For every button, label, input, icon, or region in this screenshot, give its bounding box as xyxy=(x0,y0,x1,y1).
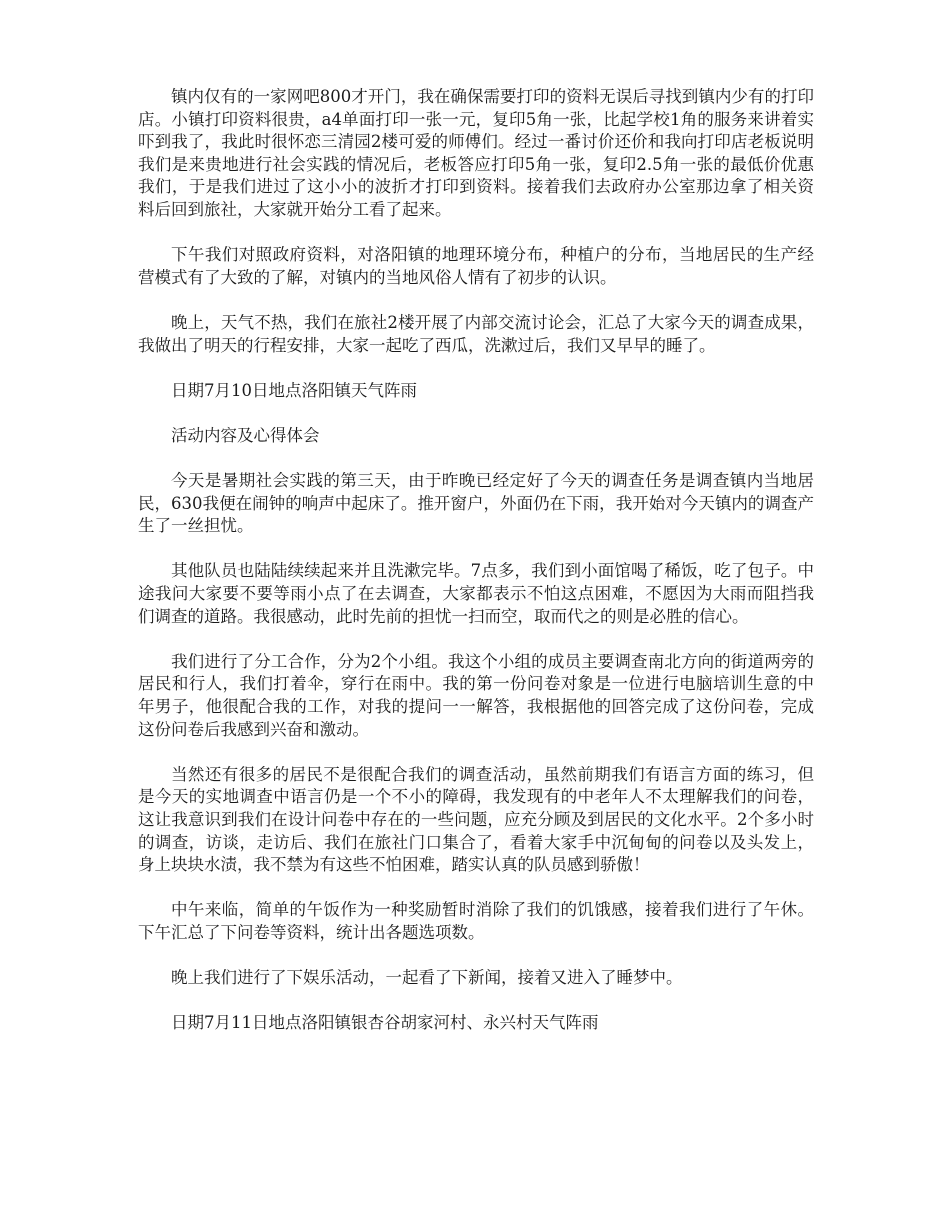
date-location-weather-line: 日期7月10日地点洛阳镇天气阵雨 xyxy=(171,380,417,400)
paragraph: 晚上我们进行了下娱乐活动，一起看了下新闻，接着又进入了睡梦中。 xyxy=(171,968,683,988)
section-heading: 活动内容及心得体会 xyxy=(171,425,320,445)
paragraph: 当然还有很多的居民不是很配合我们的调查活动，虽然前期我们有语言方面的练习，但是今天的实地调查中语言仍是一个不小的障碍，我发现有的中老年人不太理解我们的问卷，这让我意识到我们在设计问卷中存在的一些问题，应充分顾及到居民的文化水平。2个多小时的调查，访谈，走访后、我们在旅社门口集合了，看着大家手中沉甸甸的问卷以及头发上，身上块块水渍，我不禁为有这些不怕困难，踏实认真的队员感到骄傲！ xyxy=(138,764,814,875)
paragraph: 其他队员也陆陆续续起来并且洗漱完毕。7点多，我们到小面馆喝了稀饭，吃了包子。中途我问大家要不要等雨小点了在去调查，大家都表示不怕这点困难，不愿因为大雨而阻挡我们调查的道路。我很感动，此时先前的担忧一扫而空，取而代之的则是必胜的信心。 xyxy=(138,561,814,626)
paragraph: 镇内仅有的一家网吧800才开门，我在确保需要打印的资料无误后寻找到镇内少有的打印店。小镇打印资料很贵，a4单面打印一张一元，复印5角一张，比起学校1角的服务来讲着实吓到我了，我此时很怀恋三清园2楼可爱的师傅们。经过一番讨价还价和我向打印店老板说明我们是来贵地进行社会实践的情况后，老板答应打印5角一张，复印2.5角一张的最低价优惠我们，于是我们进过了这小小的波折才打印到资料。接着我们去政府办公室那边拿了相关资料后回到旅社，大家就开始分工看了起来。 xyxy=(138,87,814,219)
paragraph: 我们进行了分工合作，分为2个小组。我这个小组的成员主要调查南北方向的街道两旁的居民和行人，我们打着伞，穿行在雨中。我的第一份问卷对象是一位进行电脑培训生意的中年男子，他很配合我的工作，对我的提问一一解答，我根据他的回答完成了这份问卷，完成这份问卷后我感到兴奋和激动。 xyxy=(138,651,814,739)
paragraph: 今天是暑期社会实践的第三天，由于昨晚已经定好了今天的调查任务是调查镇内当地居民，630我便在闹钟的响声中起床了。推开窗户，外面仍在下雨，我开始对今天镇内的调查产生了一丝担忧。 xyxy=(138,471,814,536)
paragraph: 晚上，天气不热，我们在旅社2楼开展了内部交流讨论会，汇总了大家今天的调查成果，我做出了明天的行程安排，大家一起吃了西瓜，洗漱过后，我们又早早的睡了。 xyxy=(138,312,814,355)
paragraph: 下午我们对照政府资料，对洛阳镇的地理环境分布，种植户的分布，当地居民的生产经营模式有了大致的了解，对镇内的当地风俗人情有了初步的认识。 xyxy=(138,245,814,287)
paragraph: 中午来临，简单的午饭作为一种奖励暂时消除了我们的饥饿感，接着我们进行了午休。下午汇总了下问卷等资料，统计出各题选项数。 xyxy=(138,900,814,942)
date-location-weather-line: 日期7月11日地点洛阳镇银杏谷胡家河村、永兴村天气阵雨 xyxy=(171,1013,599,1033)
document-body xyxy=(138,86,814,1058)
